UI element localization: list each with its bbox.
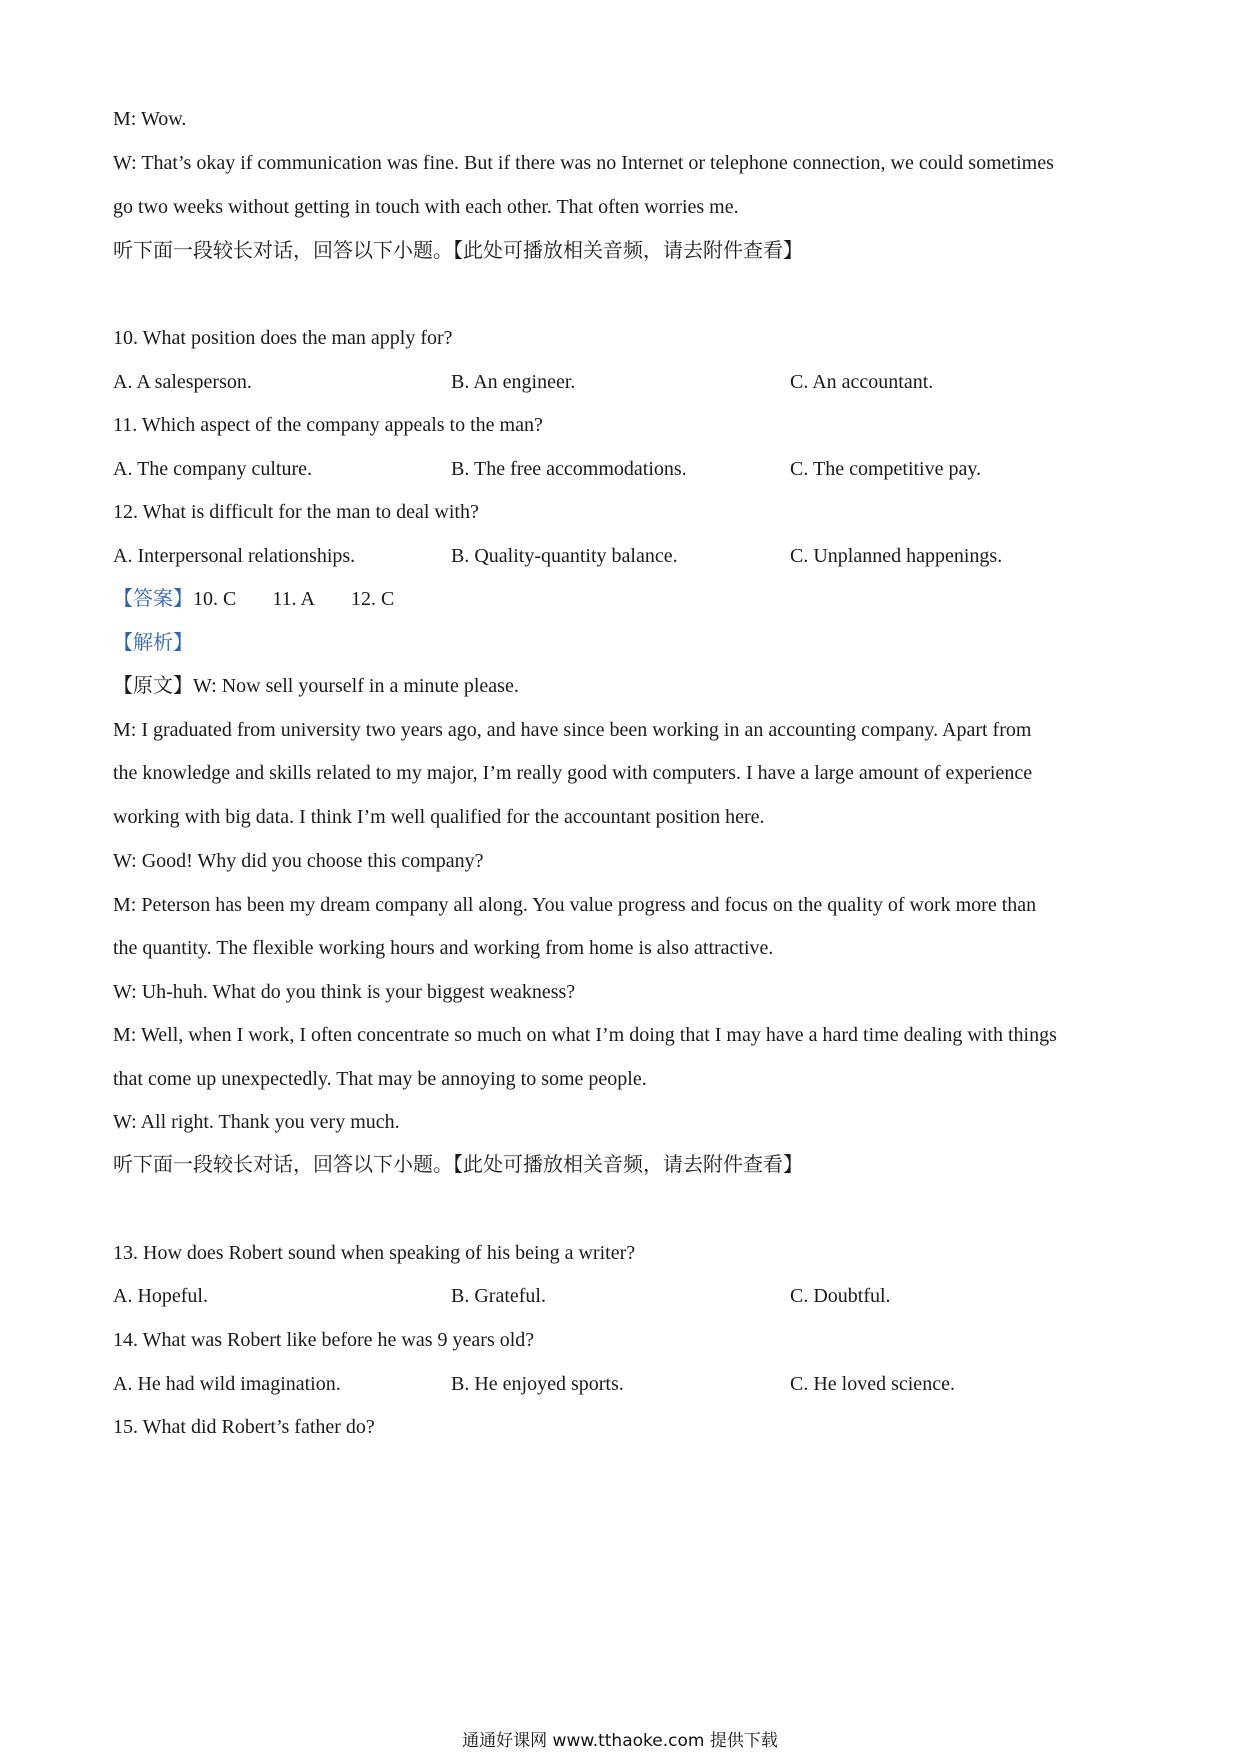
question-11: 11. Which aspect of the company appeals to the man? [113,414,543,436]
option-b: B. He enjoyed sports. [451,1373,624,1395]
transcript-line: W: Uh-huh. What do you think is your biggest weakness? [113,981,576,1003]
transcript-line: the knowledge and skills related to my major, I’m really good with computers. I have a large amount of experience [113,762,1033,784]
transcript-line: M: Peterson has been my dream company all along. You value progress and focus on the quality of work more than [113,894,1037,916]
transcript-line: that come up unexpectedly. That may be annoying to some people. [113,1068,647,1090]
section-intro: 听下面一段较长对话，回答以下小题。【此处可播放相关音频，请去附件查看】 [113,240,803,262]
analysis-label: 【解析】 [113,632,193,654]
option-a: A. Interpersonal relationships. [113,545,356,567]
option-a: A. A salesperson. [113,371,252,393]
transcript-text: W: Now sell yourself in a minute please. [193,675,519,697]
answer-line [113,586,1143,612]
transcript-line: W: All right. Thank you very much. [113,1111,400,1133]
dialogue-line: go two weeks without getting in touch with each other. That often worries me. [113,196,739,218]
transcript-line: M: Well, when I work, I often concentrate so much on what I’m doing that I may have a hard time dealing with things [113,1024,1057,1046]
option-c: C. Doubtful. [790,1285,891,1307]
option-b: B. The free accommodations. [451,458,687,480]
question-12: 12. What is difficult for the man to deal with? [113,501,479,523]
section-intro: 听下面一段较长对话，回答以下小题。【此处可播放相关音频，请去附件查看】 [113,1154,803,1176]
option-b: B. Quality-quantity balance. [451,545,678,567]
transcript-line [113,673,1143,699]
dialogue-line: W: That’s okay if communication was fine. But if there was no Internet or telephone connection, we could sometimes [113,152,1054,174]
answer-10: 10. C [193,588,237,610]
answer-12: 12. C [350,588,395,610]
question-13: 13. How does Robert sound when speaking of his being a writer? [113,1242,636,1264]
option-c: C. Unplanned happenings. [790,545,1003,567]
option-c: C. The competitive pay. [790,458,982,480]
option-b: B. Grateful. [451,1285,546,1307]
question-10: 10. What position does the man apply for? [113,327,453,349]
option-a: A. He had wild imagination. [113,1373,341,1395]
answer-11: 11. A [272,588,315,610]
transcript-line: W: Good! Why did you choose this company? [113,850,484,872]
option-b: B. An engineer. [451,371,576,393]
question-15: 15. What did Robert’s father do? [113,1416,375,1438]
transcript-label: 【原文】 [113,675,193,697]
dialogue-line: M: Wow. [113,108,187,130]
option-c: C. An accountant. [790,371,934,393]
answer-label: 【答案】 [113,588,193,610]
option-a: A. The company culture. [113,458,313,480]
footer-watermark: 通通好课网 www.tthaoke.com 提供下载 [462,1731,778,1751]
question-14: 14. What was Robert like before he was 9 years old? [113,1329,535,1351]
transcript-line: working with big data. I think I’m well qualified for the accountant position here. [113,806,765,828]
option-c: C. He loved science. [790,1373,955,1395]
option-a: A. Hopeful. [113,1285,208,1307]
transcript-line: M: I graduated from university two years ago, and have since been working in an accounting company. Apart from [113,719,1032,741]
transcript-line: the quantity. The flexible working hours and working from home is also attractive. [113,937,774,959]
